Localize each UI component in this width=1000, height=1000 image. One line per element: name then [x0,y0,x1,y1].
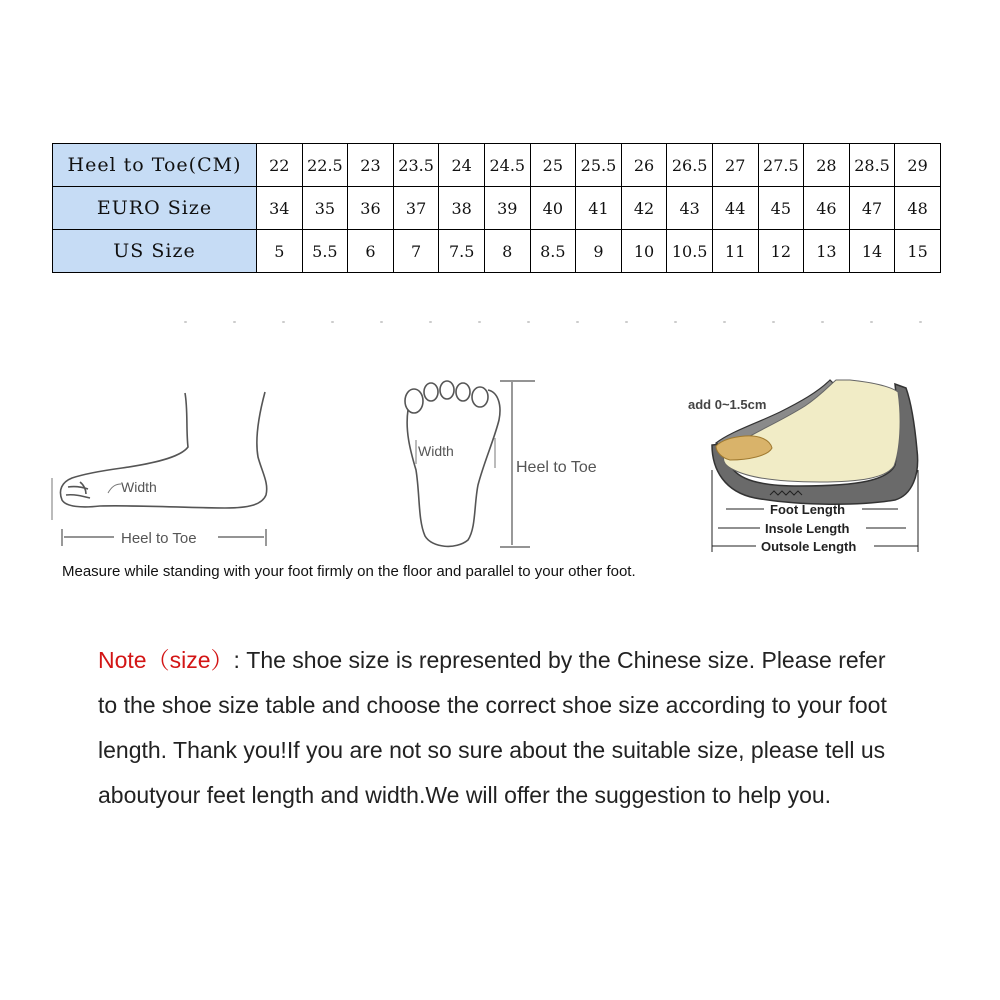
cell-euro: 39 [484,187,530,230]
cell-euro: 36 [348,187,394,230]
shoe-outsole-length-label: Outsole Length [761,539,857,554]
cell-euro: 34 [257,187,303,230]
cell-euro: 47 [849,187,895,230]
cell-us: 5 [257,230,303,273]
cell-us: 10 [621,230,667,273]
side-foot-diagram [52,392,267,546]
cell-cm: 25 [530,144,576,187]
cell-cm: 28.5 [849,144,895,187]
shoe-insole-length-label: Insole Length [765,521,850,536]
side-width-label: Width [121,479,157,495]
side-foot-outline [60,392,266,508]
toe-lines [66,482,90,498]
measurement-diagrams [0,300,1000,600]
note-label: Note（size） [98,647,234,673]
cell-cm: 26.5 [667,144,713,187]
cell-euro: 48 [895,187,941,230]
size-table [52,143,941,273]
shoe-foot-length-label: Foot Length [770,502,846,517]
cell-cm: 26 [621,144,667,187]
cell-us: 14 [849,230,895,273]
toe-3 [440,381,454,399]
cell-cm: 24.5 [484,144,530,187]
toe-4 [456,383,470,401]
cell-cm: 27 [712,144,758,187]
size-note [98,638,908,818]
shoe-add-label: add 0~1.5cm [688,397,767,412]
toe-5 [472,387,488,407]
toe-2 [424,383,438,401]
sole-outline [407,390,500,546]
sole-heel-to-toe-label: Heel to Toe [516,459,597,476]
cell-euro: 41 [576,187,622,230]
cell-euro: 40 [530,187,576,230]
cell-cm: 25.5 [576,144,622,187]
cell-us: 10.5 [667,230,713,273]
big-toe [405,389,423,413]
cell-cm: 23.5 [393,144,439,187]
cell-us: 15 [895,230,941,273]
cell-euro: 42 [621,187,667,230]
row-euro-size [53,187,941,230]
sole-width-label: Width [418,443,454,459]
cell-us: 5.5 [302,230,348,273]
cell-euro: 45 [758,187,804,230]
cell-cm: 23 [348,144,394,187]
header-euro-size: EURO Size [53,187,257,230]
cell-cm: 24 [439,144,485,187]
cell-us: 6 [348,230,394,273]
header-us-size: US Size [53,230,257,273]
cell-us: 7 [393,230,439,273]
cell-cm: 22.5 [302,144,348,187]
cell-us: 7.5 [439,230,485,273]
cell-cm: 22 [257,144,303,187]
cell-us: 11 [712,230,758,273]
cell-euro: 43 [667,187,713,230]
header-heel-to-toe: Heel to Toe(CM) [53,144,257,187]
row-us-size [53,230,941,273]
cell-us: 8.5 [530,230,576,273]
note-text: : The shoe size is represented by the Chinese size. Please refer to the shoe size table and choose the correct shoe size according to your foot length. Thank you!If you are not so sure about the suitable size, please tell us aboutyour feet length and width.We will offer the suggestion to help you. [98,647,887,808]
cell-euro: 35 [302,187,348,230]
cell-cm: 29 [895,144,941,187]
cell-cm: 28 [804,144,850,187]
cell-us: 12 [758,230,804,273]
side-width-leader [108,484,121,493]
cell-us: 8 [484,230,530,273]
cell-cm: 27.5 [758,144,804,187]
cell-euro: 38 [439,187,485,230]
cell-euro: 46 [804,187,850,230]
cell-euro: 37 [393,187,439,230]
side-heel-to-toe-label: Heel to Toe [121,530,197,547]
measure-instruction: Measure while standing with your foot firmly on the floor and parallel to your other foot. [62,563,636,580]
cell-us: 9 [576,230,622,273]
row-heel-to-toe [53,144,941,187]
cell-us: 13 [804,230,850,273]
cell-euro: 44 [712,187,758,230]
